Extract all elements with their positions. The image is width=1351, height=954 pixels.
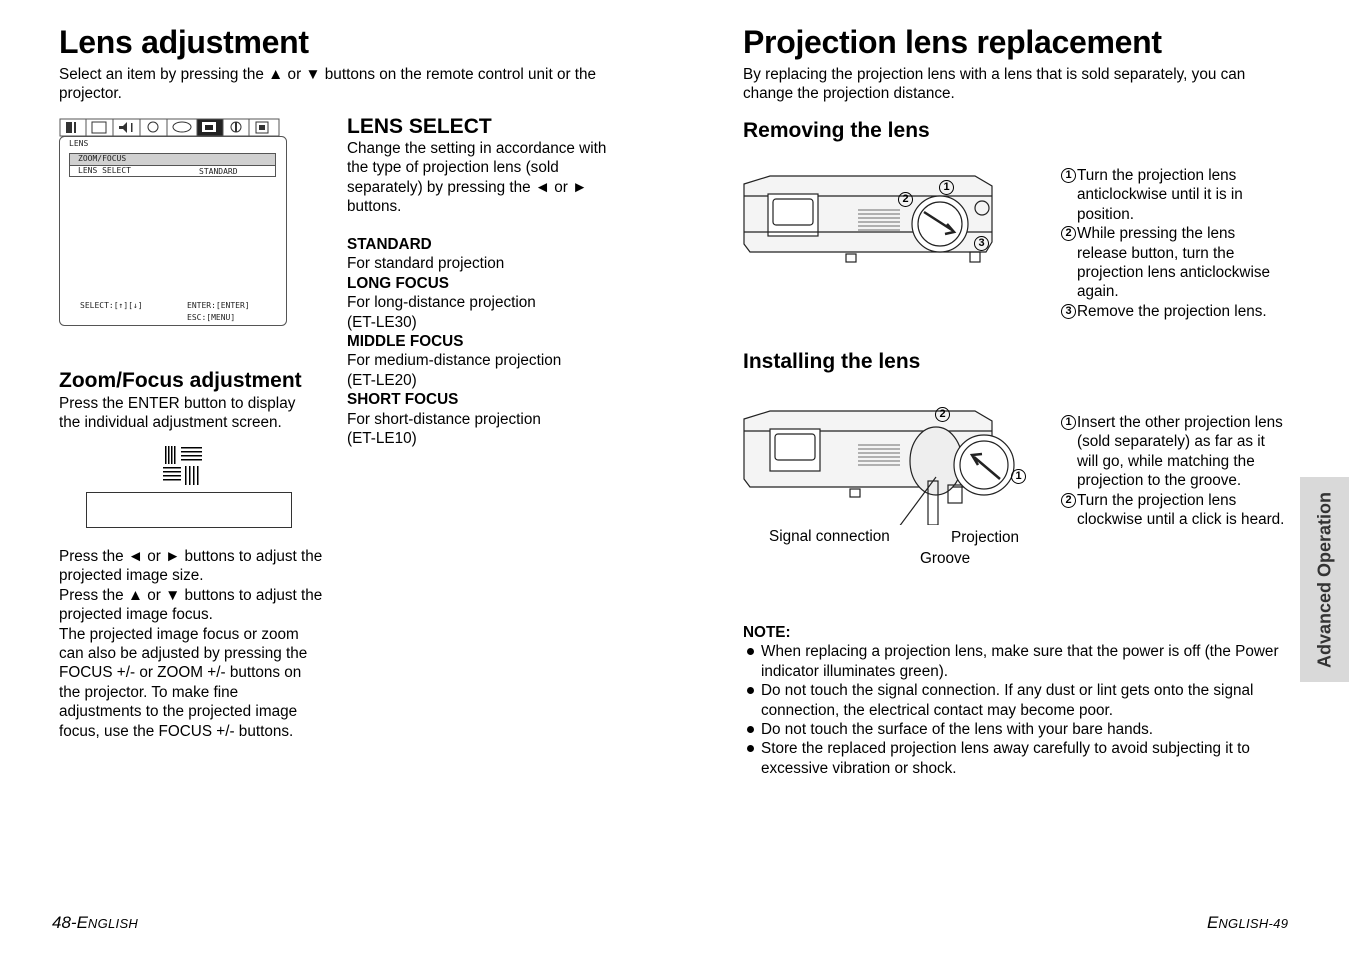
osd-enter-hint: ENTER:[ENTER] [187, 301, 250, 310]
section-side-tab [1300, 477, 1349, 682]
label-signal-connection: Signal connection [769, 528, 890, 545]
lens-options-list [347, 235, 609, 448]
zoom-focus-heading: Zoom/Focus adjustment [59, 369, 302, 392]
note-block [743, 623, 1288, 778]
osd-header: LENS [69, 139, 89, 148]
replacement-intro: By replacing the projection lens with a lens that is sold separately, you can change the projection distance. [743, 66, 1246, 103]
installing-steps [1061, 413, 1286, 529]
lens-option-name: STANDARD [347, 236, 432, 253]
lens-option-desc: For short-distance projection (ET-LE10) [347, 410, 541, 448]
page-title-lens-replacement: Projection lens replacement [743, 24, 1162, 60]
adjustment-bar-box [86, 492, 292, 528]
lens-option-name: MIDDLE FOCUS [347, 333, 464, 351]
list-item: 1 Insert the other projection lens (sold separately) as far as it will go, while matching the projection to the groove. [1061, 413, 1286, 491]
osd-esc-hint: ESC:[MENU] [187, 313, 236, 322]
lens-option-name: SHORT FOCUS [347, 391, 459, 409]
lens-option-desc: For medium-distance projection (ET-LE20) [347, 352, 562, 389]
callout-1: 1 [939, 180, 954, 195]
osd-menu-tabs [59, 118, 287, 326]
lens-select-heading: LENS SELECT [347, 115, 492, 138]
lens-option-desc: For standard projection [347, 255, 505, 273]
callout-2: 2 [935, 407, 950, 422]
projector-removing-diagram [740, 172, 1000, 277]
page-title-lens-adjustment: Lens adjustment [59, 24, 309, 60]
lens-option-name: LONG FOCUS [347, 274, 449, 292]
label-projection: Projection [951, 529, 1020, 546]
zoom-focus-instructions: Press the ◄ or ► buttons to adjust the projected image size. Press the ▲ or ▼ buttons to adjust the projected image focus. The projected image focus or zoom can also be adjusted by pressing the FOCUS +/- or ZOOM +/- buttons on the projector. To make fine adjustments to the projected image focus, use the FOCUS +/- buttons. [59, 548, 323, 740]
lens-option-desc: For long-distance projection (ET-LE30) [347, 294, 536, 331]
side-tab-label: Advanced Operation [1314, 491, 1334, 668]
list-item: 3 Remove the projection lens. [1061, 302, 1286, 321]
callout-1: 1 [1011, 469, 1026, 484]
note-title: NOTE: [743, 624, 791, 641]
list-item: When replacing a projection lens, make sure that the power is off (the Power indicator illuminates green). [743, 642, 1288, 681]
page-number-left: 48-ENGLISH [52, 913, 139, 932]
list-item: 1 Turn the projection lens anticlockwise until it is in position. [1061, 166, 1286, 224]
list-item: Store the replaced projection lens away carefully to avoid subjecting it to excessive vibration or shock. [743, 739, 1288, 778]
zoom-focus-text: Press the ENTER button to display the individual adjustment screen. [59, 395, 296, 432]
page-number-right: ENGLISH-49 [1207, 913, 1289, 932]
intro-text: Select an item by pressing the ▲ or ▼ buttons on the remote control unit or the projector. [59, 66, 597, 103]
projector-installing-diagram [740, 405, 1030, 530]
installing-heading: Installing the lens [743, 350, 921, 373]
list-item: Do not touch the signal connection. If any dust or lint gets onto the signal connection, the electrical contact may become poor. [743, 681, 1288, 720]
zoom-focus-icon [163, 446, 203, 490]
list-item: Do not touch the surface of the lens with your bare hands. [743, 720, 1288, 739]
osd-row-lens-select[interactable]: LENS SELECT [78, 166, 131, 175]
osd-row-lens-select-value: STANDARD [199, 167, 238, 176]
callout-2: 2 [898, 192, 913, 207]
removing-heading: Removing the lens [743, 119, 930, 142]
list-item: 2 While pressing the lens release button, turn the projection lens anticlockwise again. [1061, 224, 1286, 302]
osd-row-zoom-focus[interactable]: ZOOM/FOCUS [78, 154, 127, 163]
osd-select-hint: SELECT:[↑][↓] [80, 301, 143, 310]
lens-select-text: Change the setting in accordance with the type of projection lens (sold separately) by pressing the ◄ or ► buttons. [347, 140, 607, 216]
label-groove: Groove [920, 550, 971, 567]
removing-steps [1061, 166, 1286, 321]
list-item: 2 Turn the projection lens clockwise until a click is heard. [1061, 491, 1286, 530]
osd-menu-figure [59, 118, 287, 326]
callout-3: 3 [974, 236, 989, 251]
